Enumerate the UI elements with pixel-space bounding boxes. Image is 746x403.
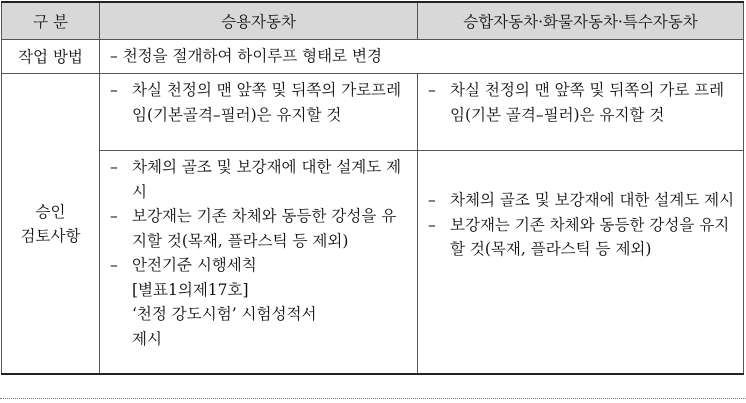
- approval-label: [2, 74, 100, 375]
- row2-passenger-cell: [100, 151, 418, 375]
- method-text: 천정을 절개하여 하이루프 형태로 변경: [122, 47, 382, 66]
- list-item: – 보강재는 기존 차체와 동등한 강성을 유지할 것(목재, 플라스틱 등 제외): [428, 215, 730, 258]
- list-item: – 차체의 골조 및 보강재에 대한 설계도 제시: [428, 191, 735, 209]
- approval-table: [1, 1, 744, 375]
- list-item-continuation: 제시: [132, 329, 162, 348]
- list-item: – 보강재는 기존 차체와 동등한 강성을 유지할 것(목재, 플라스틱 등 제외): [110, 207, 397, 250]
- header-bus-truck-special: 승합자동차·화물자동차·특수자동차: [418, 2, 744, 40]
- method-dash: –: [110, 47, 118, 66]
- header-passenger-car: 승용자동차: [100, 2, 418, 40]
- list-item: – 차실 천정의 맨 앞쪽 및 뒤쪽의 가로프레임(기본골격–필러)은 유지할 것: [110, 81, 402, 124]
- method-row: [2, 40, 744, 74]
- list-item-continuation: [별표1의제17호]: [132, 280, 249, 299]
- table-header-row: [2, 2, 744, 40]
- method-label: 작업 방법: [2, 40, 100, 74]
- approval-label-line1: 승인: [35, 202, 66, 221]
- bottom-dotted-rule: [0, 398, 746, 399]
- row2-other-cell: [418, 151, 744, 375]
- list-item: – 차체의 골조 및 보강재에 대한 설계도 제시: [110, 158, 402, 201]
- list-item: – 안전기준 시행세칙: [110, 256, 257, 274]
- approval-label-line2: 검토사항: [20, 226, 81, 245]
- row1-other-cell: [418, 74, 744, 151]
- list-item: – 차실 천정의 맨 앞쪽 및 뒤쪽의 가로 프레임(기본 골격–필러)은 유지할 것: [428, 81, 725, 124]
- list-item-continuation: ‘천정 강도시험’ 시험성적서: [132, 305, 317, 323]
- approval-row-2: [2, 151, 744, 375]
- header-category: 구 분: [2, 2, 100, 40]
- approval-row-1: [2, 74, 744, 151]
- method-cell: [100, 40, 744, 74]
- row1-passenger-cell: [100, 74, 418, 151]
